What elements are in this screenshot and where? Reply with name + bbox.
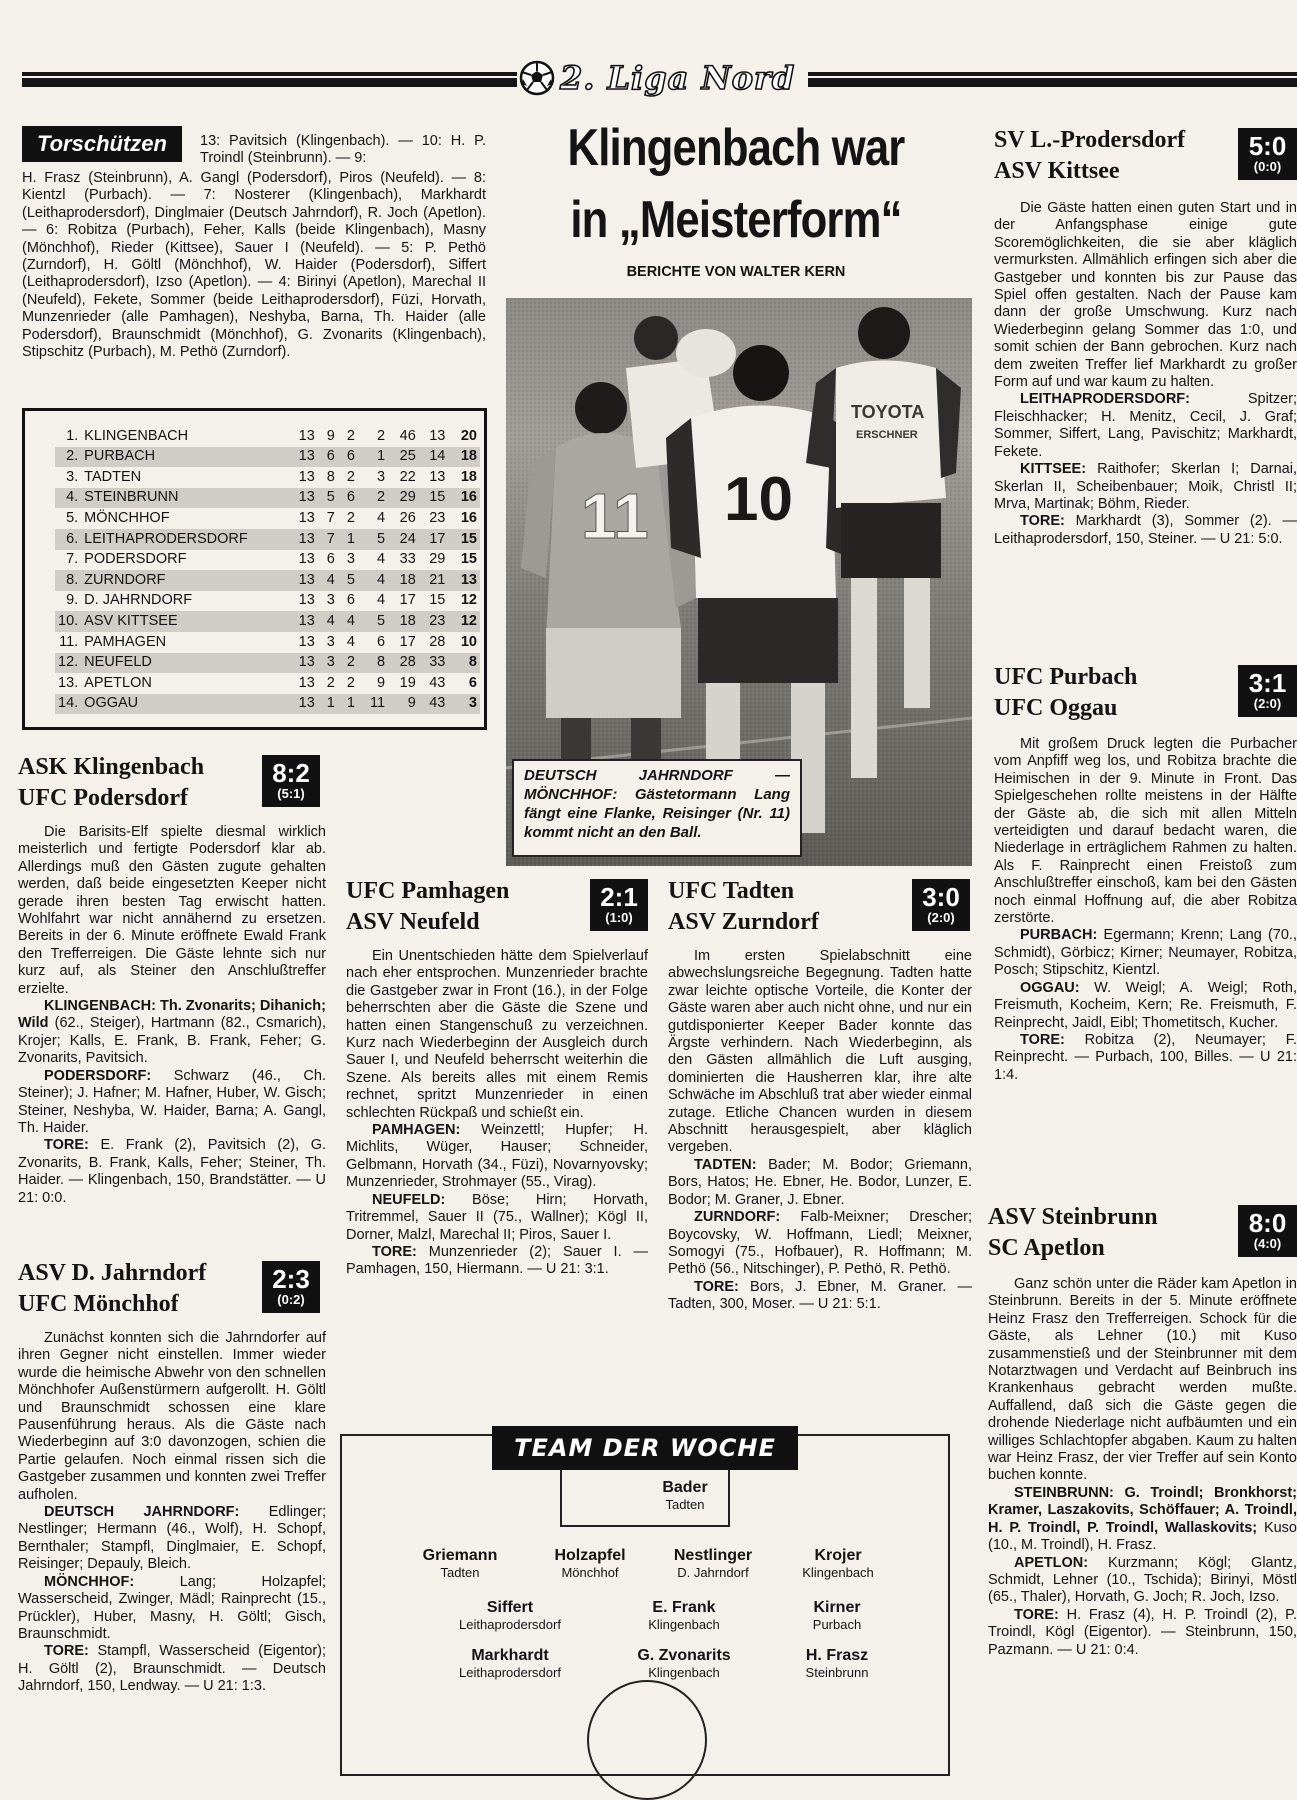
table-cell-l: 8	[376, 654, 386, 671]
table-row	[55, 508, 480, 529]
player-club: Klingenbach	[648, 1665, 720, 1680]
score-badge: 2:1 (1:0)	[590, 879, 648, 931]
table-cell-rank: 8.	[66, 571, 79, 588]
table-cell-d: 2	[346, 509, 355, 526]
table-cell-l: 4	[376, 551, 386, 568]
table-cell-ga: 43	[429, 695, 446, 712]
table-cell-d: 5	[346, 571, 355, 588]
player-club: Leithaprodersdorf	[459, 1665, 561, 1680]
table-cell-ga: 14	[429, 448, 446, 465]
table-row	[55, 653, 480, 674]
team-of-week-title: TEAM DER WOCHE	[492, 1426, 798, 1470]
table-cell-g: 13	[298, 530, 315, 547]
player-name: Nestlinger	[673, 1547, 753, 1564]
table-cell-rank: 4.	[66, 489, 79, 506]
table-cell-rank: 9.	[66, 592, 79, 609]
table-cell-l: 3	[376, 468, 386, 485]
table-cell-l: 2	[376, 489, 386, 506]
headline-line2: in „Meisterform“	[570, 191, 902, 249]
soccer-ball-icon	[519, 60, 555, 96]
table-row	[55, 550, 480, 571]
table-cell-w: 8	[326, 468, 335, 485]
player-club: D. Jahrndorf	[677, 1565, 749, 1580]
table-cell-gf: 18	[399, 571, 416, 588]
player-name: G. Zvonarits	[637, 1647, 731, 1664]
table-cell-d: 4	[346, 612, 355, 629]
table-cell-gf: 22	[399, 468, 416, 485]
player-name: Krojer	[814, 1547, 862, 1564]
table-cell-d: 2	[346, 427, 355, 444]
section-title: 2. Liga Nord	[560, 59, 796, 97]
match-title: ASV D. Jahrndorf UFC Mönchhof	[18, 1260, 207, 1317]
table-cell-d: 3	[346, 551, 355, 568]
table-cell-l: 4	[376, 592, 386, 609]
player-name: Bader	[662, 1479, 708, 1496]
match-report-steinbrunn: Ganz schön unter die Räder kam Apetlon in Steinbrunn. Bereits in der 5. Minute eröffnete Heinz Frasz den Trefferreigen. Schock für die Gäste, als Lehner (10.) mit Kuso zusammenstieß und der Steinbrunner mit dem Notarztwagen und Verdacht auf Beinbruch ins Krankenhaus gebracht werden mußte. Auffallend, daß sich die Gäste gegen die drohende Niederlage nicht aufbäumten und ein williges Schlachtopfer abgaben. Kaum zu halten war Heinz Frasz, der vier Treffer auf sein Konto buchen konnte. STEINBRUNN: G. Troindl; Bronkhorst; Kramer, Laszakovits, Schöffauer; A. Troindl, H. P. Troindl, P. Troindl, Wallaskovits; Kuso (10., M. Troindl), H. Frasz. APETLON: Kurzmann; Kögl; Glantz, Schmidt, Lehner (10., Tschida); Birinyi, Möstl (65., Thaler), Horvath, G. Joch; R. Joch, Izso. TORE: H. Frasz (4), H. P. Troindl (2), P. Troindl, Kögl (Eigentor). — Steinbrunn, 150, Pazmann. — U 21: 0:4.	[988, 1276, 1297, 1658]
table-cell-team: LEITHAPRODERSDORF	[84, 530, 248, 547]
table-cell-ga: 17	[429, 530, 446, 547]
table-cell-d: 1	[346, 530, 355, 547]
table-cell-rank: 13.	[58, 674, 79, 691]
table-row	[55, 426, 480, 447]
table-cell-pts: 10	[460, 633, 477, 650]
match-report-purbach: Mit großem Druck legten die Purbacher vom Anpfiff weg los, und Robitza brachte die Heimischen in der 9. Minute in Front. Das Spielgeschehen rollte meistens in der Hälfte der Gäste ab, die sich mit allen Mitteln verteidigten und darauf bedacht waren, die Niederlage in erträglichem Rahmen zu halten. Als F. Rainprecht einen Freistoß zum Anschlußtreffer einschoß, kam bei den Gästen noch einmal Hoffnung auf, die aber Robitza zerstörte. PURBACH: Egermann; Krenn; Lang (70., Schmidt), Görbicz; Kirner; Neumayer, Robitza, Posch; Stipschitz, Kientzl. OGGAU: W. Weigl; A. Weigl; Roth, Freismuth, Kocheim, Kern; Re. Freismuth, F. Reinprecht, Jaidl, Eibl; Thometitsch, Kucher. TORE: Robitza (2), Neumayer; F. Reinprecht. — Purbach, 100, Billes. — U 21: 1:4.	[994, 736, 1297, 1083]
team-of-week-player	[757, 1646, 917, 1681]
player-club: Leithaprodersdorf	[459, 1617, 561, 1632]
score-badge: 8:0 (4:0)	[1238, 1205, 1297, 1257]
table-cell-w: 4	[326, 612, 335, 629]
table-cell-w: 3	[326, 654, 335, 671]
table-cell-pts: 20	[460, 427, 477, 444]
table-cell-gf: 33	[399, 551, 416, 568]
jersey-11-number: 11	[581, 480, 649, 552]
header-rule-right	[808, 72, 1297, 87]
table-cell-pts: 18	[460, 448, 477, 465]
table-cell-gf: 25	[399, 448, 416, 465]
standings-table	[22, 408, 487, 730]
match-title: ASV Steinbrunn SC Apetlon	[988, 1204, 1158, 1261]
table-cell-team: PAMHAGEN	[84, 633, 167, 650]
table-row	[55, 447, 480, 468]
table-cell-d: 6	[346, 592, 355, 609]
table-cell-l: 5	[376, 612, 386, 629]
match-report-tadten: Im ersten Spielabschnitt eine abwechslungsreiche Begegnung. Tadten hatte zwar leichte optische Vorteile, die Konter der Gäste waren aber auch nicht ohne, und nur ein gutdisponierter Keeper Bader konnte das Ärgste verhindern. Nach Wiederbeginn, als den Gästen allmählich die Luft ausging, dominierten die Hausherren klar, ihre alte Schwäche im Abschluß trat aber wieder einmal zutage. Etliche Chancen wurden in diesem Abschnitt herausgespielt, aber kläglich vergeben. TADTEN: Bader; M. Bodor; Griemann, Bors, Hatos; He. Ebner, He. Bodor, Lunzer, E. Bodor; M. Graner, J. Ebner. ZURNDORF: Falb-Meixner; Drescher; Boycovsky, W. Hoffmann, Liedl; Meixner, Somogyi (75., Hofbauer), R. Hoffmann; M. Pethö (56., Nitschinger), P. Pethö, R. Pethö. TORE: Bors, J. Ebner, M. Graner. — Tadten, 300, Moser. — U 21: 5:1.	[668, 948, 972, 1313]
table-cell-team: PURBACH	[84, 448, 156, 465]
table-cell-pts: 18	[460, 468, 477, 485]
table-cell-pts: 8	[468, 654, 477, 671]
table-cell-rank: 12.	[58, 654, 79, 671]
table-row	[55, 611, 480, 632]
table-cell-ga: 23	[429, 612, 446, 629]
player-name: Kirner	[813, 1599, 861, 1616]
match-title: UFC Tadten ASV Zurndorf	[668, 878, 819, 935]
table-cell-rank: 1.	[66, 427, 79, 444]
table-cell-ga: 15	[429, 489, 446, 506]
table-cell-w: 1	[326, 695, 335, 712]
jersey-10-number: 10	[724, 465, 793, 534]
table-cell-ga: 15	[429, 592, 446, 609]
table-cell-team: TADTEN	[84, 468, 142, 485]
player-name: H. Frasz	[805, 1647, 869, 1664]
table-cell-rank: 11.	[59, 633, 79, 650]
table-cell-gf: 17	[399, 633, 416, 650]
table-cell-w: 3	[326, 633, 335, 650]
player-club: Tadten	[665, 1497, 705, 1512]
table-cell-w: 3	[326, 592, 335, 609]
table-cell-l: 11	[369, 695, 386, 712]
table-cell-g: 13	[298, 654, 315, 671]
table-cell-rank: 2.	[66, 448, 79, 465]
table-cell-l: 1	[376, 448, 386, 465]
table-cell-pts: 15	[460, 530, 477, 547]
table-row	[55, 570, 480, 591]
table-cell-d: 2	[346, 468, 355, 485]
table-cell-g: 13	[298, 674, 315, 691]
table-row	[55, 591, 480, 612]
table-cell-gf: 19	[399, 674, 416, 691]
table-cell-team: D. JAHRNDORF	[84, 592, 193, 609]
match-report-prodersdorf: Die Gäste hatten einen guten Start und in der Anfangsphase einige gute Scoremöglichkeiten, die sie aber kläglich vermurksten. Allmählich erfingen sich aber die Gastgeber und konnten bis zur Pause das Spiel offen gestalten. Nach der Pause kam dann der große Umschwung. Kurz nach Wiederbeginn gelang Sommer das 1:0, und somit schien der Bann gebrochen. Kurz nach dem zweiten Treffer lief Markhardt zu großer Form auf und war kaum zu halten. LEITHAPRODERSDORF: Spitzer; Fleischhacker; H. Menitz, Cecil, J. Graf; Sommer, Siffert, Lang, Pavischitz; Markhardt, Fekete. KITTSEE: Raithofer; Skerlan I; Darnai, Skerlan II, Scheibenbauer; Moik, Christl II; Mrva, Martinak; Böhm, Rieder. TORE: Markhardt (3), Sommer (2). — Leithaprodersdorf, 150, Steiner. — U 21: 5:0.	[994, 200, 1297, 547]
table-cell-w: 4	[326, 571, 335, 588]
table-cell-w: 7	[326, 530, 335, 547]
table-cell-w: 2	[326, 674, 335, 691]
table-cell-ga: 28	[429, 633, 446, 650]
table-cell-ga: 13	[429, 427, 446, 444]
table-cell-team: MÖNCHHOF	[84, 509, 170, 526]
score-badge: 3:1 (2:0)	[1238, 665, 1297, 717]
scorers-first-lines: 13: Pavitsich (Klingenbach). — 10: H. P. Troindl (Steinbrunn). — 9:	[200, 133, 486, 167]
shirt-sponsor-2: ERSCHNER	[856, 429, 918, 441]
photo-caption: DEUTSCH JAHRNDORF — MÖNCHHOF: Gästetormann Lang fängt eine Flanke, Reisinger (Nr. 11) kommt nicht an den Ball.	[512, 759, 802, 857]
table-cell-l: 6	[376, 633, 386, 650]
table-cell-ga: 29	[429, 551, 446, 568]
table-cell-g: 13	[298, 448, 315, 465]
table-cell-team: OGGAU	[84, 695, 139, 712]
team-of-week-box	[340, 1434, 950, 1776]
table-cell-ga: 33	[429, 654, 446, 671]
table-cell-g: 13	[298, 551, 315, 568]
team-of-week-player	[757, 1598, 917, 1633]
table-cell-team: ASV KITTSEE	[84, 612, 178, 629]
table-cell-gf: 18	[399, 612, 416, 629]
table-cell-gf: 17	[399, 592, 416, 609]
team-of-week-player	[758, 1546, 918, 1581]
player-name: Markhardt	[471, 1647, 549, 1664]
match-title: SV L.-Prodersdorf ASV Kittsee	[994, 127, 1186, 184]
table-cell-g: 13	[298, 592, 315, 609]
shirt-sponsor: TOYOTA	[851, 402, 925, 422]
team-of-week-player	[430, 1598, 590, 1633]
table-cell-pts: 15	[460, 551, 477, 568]
table-cell-pts: 13	[460, 571, 477, 588]
table-cell-l: 2	[376, 427, 386, 444]
table-cell-w: 9	[326, 427, 335, 444]
penalty-arc	[587, 1680, 707, 1800]
table-row	[55, 673, 480, 694]
table-cell-w: 7	[326, 509, 335, 526]
table-cell-rank: 3.	[66, 468, 79, 485]
table-cell-gf: 46	[399, 427, 416, 444]
scorers-text: H. Frasz (Steinbrunn), A. Gangl (Podersdorf), Piros (Neufeld). — 8: Kientzl (Purbach). — 7: Nosterer (Klingenbach), Markhardt (Leithaprodersdorf), Dinglmaier (Deutsch Jahrndorf), R. Joch (Apetlon). — 6: Robitza (Purbach), Feher, Kalls (beide Klingenbach), Masny (Mönchhof), Rieder (Kittsee), Sauer I (Neufeld). — 5: P. Pethö (Zurndorf), H. Göltl (Mönchhof), W. Haider (Podersdorf), Siffert (Leithaprodersdorf), Izso (Apetlon). — 4: Birinyi (Apetlon), Marechal II (Neufeld), Fekete, Sommer (beide Leithaprodersdorf), Füzi, Horvath, Munzenrieder (alle Pamhagen), Neshyba, Barna, Th. Haider (alle Podersdorf), Braunschmidt (Mönchhof), G. Zvonarits (Klingenbach), Stipschitz (Purbach), M. Pethö (Zurndorf).	[22, 170, 486, 361]
match-title: ASK Klingenbach UFC Podersdorf	[18, 754, 205, 811]
player-club: Tadten	[440, 1565, 480, 1580]
score-badge: 3:0 (2:0)	[912, 879, 970, 931]
table-cell-g: 13	[298, 612, 315, 629]
table-cell-pts: 6	[468, 674, 477, 691]
player-club: Mönchhof	[561, 1565, 619, 1580]
table-row	[55, 529, 480, 550]
table-cell-d: 4	[346, 633, 355, 650]
table-row	[55, 488, 480, 509]
byline: BERICHTE VON WALTER KERN	[626, 264, 846, 280]
table-cell-d: 6	[346, 489, 355, 506]
match-photo	[506, 298, 972, 866]
table-cell-rank: 6.	[66, 530, 79, 547]
table-cell-w: 6	[326, 551, 335, 568]
table-cell-pts: 16	[460, 509, 477, 526]
table-cell-gf: 9	[407, 695, 416, 712]
player-club: Klingenbach	[648, 1617, 720, 1632]
team-of-week-player	[430, 1646, 590, 1681]
table-cell-d: 1	[346, 695, 355, 712]
player-club: Klingenbach	[802, 1565, 874, 1580]
team-of-week-player	[605, 1478, 765, 1513]
match-report-klingenbach: Die Barisits-Elf spielte diesmal wirklich meisterlich und fertigte Podersdorf klar ab. Allerdings muß den Gästen zugute gehalten werden, daß beide eingesetzten Keeper nicht gerade ihren besten Tag erwischt hatten. Wohlfahrt war nicht annähernd zu ersetzen. Bereits in der 6. Minute eröffnete Ewald Frank den Trefferreigen. Die Gäste lehnte sich nur kurz auf, als Steiner den Anschlußtreffer erzielte. KLINGENBACH: Th. Zvonarits; Dihanich; Wild (62., Steiger), Hartmann (82., Csmarich), Krojer; Kalls, E. Frank, B. Frank, Feher; G. Zvonarits, Pavitsich. PODERSDORF: Schwarz (46., Ch. Steiner); J. Hafner; M. Hafner, Huber, W. Gisch; Steiner, Neshyba, W. Haider, Barna; A. Gangl, Th. Haider. TORE: E. Frank (2), Pavitsich (2), G. Zvonarits, B. Frank, Kalls, Feher; Steiner, Th. Haider. — Klingenbach, 150, Brandstätter. — U 21: 0:0.	[18, 824, 326, 1206]
table-cell-l: 9	[376, 674, 386, 691]
match-report-pamhagen: Ein Unentschieden hätte dem Spielverlauf nach eher entsprochen. Munzenrieder brachte die Gastgeber zwar in Front (16.), in der Folge beherrschten aber die Gäste die Szene und hatten einen Stangenschuß zu verzeichnen. Kurz nach Wiederbeginn der Ausgleich durch Sauer I, und Neufeld beherrscht weiterhin die Szene. Als bereits alles mit einem Remis rechnet, spritzt Munzenrieder in einen schlechten Rückpaß und schießt ein. PAMHAGEN: Weinzettl; Hupfer; H. Michlits, Wüger, Hauser; Schneider, Gelbmann, Horvath (34., Füzi), Novarnyovsky; Munzenrieder, Strohmayer (55., Virag). NEUFELD: Böse; Hirn; Horvath, Tritremmel, Sauer II (75., Wallner); Kögl II, Dorner, Malzl, Marechal II; Piros, Sauer I. TORE: Munzenrieder (2); Sauer I. — Pamhagen, 150, Hiermann. — U 21: 3:1.	[346, 948, 648, 1278]
table-cell-rank: 7.	[66, 551, 79, 568]
table-cell-g: 13	[298, 633, 315, 650]
table-cell-w: 5	[326, 489, 335, 506]
table-cell-gf: 24	[399, 530, 416, 547]
player-name: Griemann	[422, 1547, 498, 1564]
table-cell-l: 5	[376, 530, 386, 547]
score-badge: 8:2 (5:1)	[262, 755, 320, 807]
table-cell-d: 6	[346, 448, 355, 465]
table-cell-pts: 3	[468, 695, 477, 712]
table-row	[55, 632, 480, 653]
table-cell-rank: 10.	[58, 612, 79, 629]
table-cell-g: 13	[298, 695, 315, 712]
table-cell-team: APETLON	[84, 674, 152, 691]
table-cell-team: PODERSDORF	[84, 551, 187, 568]
table-cell-ga: 21	[429, 571, 446, 588]
table-row	[55, 694, 480, 715]
table-cell-gf: 29	[399, 489, 416, 506]
table-cell-rank: 5.	[66, 509, 79, 526]
table-cell-team: STEINBRUNN	[84, 489, 179, 506]
table-cell-g: 13	[298, 468, 315, 485]
player-name: Holzapfel	[554, 1547, 626, 1564]
scorers-label: Torschützen	[22, 126, 182, 162]
table-cell-team: ZURNDORF	[84, 571, 166, 588]
player-club: Steinbrunn	[805, 1665, 869, 1680]
table-cell-w: 6	[326, 448, 335, 465]
score-badge: 2:3 (0:2)	[262, 1261, 320, 1313]
table-cell-ga: 23	[429, 509, 446, 526]
table-cell-g: 13	[298, 509, 315, 526]
table-cell-d: 2	[346, 674, 355, 691]
player-name: Siffert	[486, 1599, 534, 1616]
table-cell-gf: 28	[399, 654, 416, 671]
table-cell-l: 4	[376, 509, 386, 526]
table-cell-d: 2	[346, 654, 355, 671]
headline-line1: Klingenbach war	[567, 119, 905, 177]
table-cell-g: 13	[298, 427, 315, 444]
team-of-week-player	[604, 1598, 764, 1633]
table-cell-pts: 12	[460, 612, 477, 629]
player-name: E. Frank	[652, 1599, 716, 1616]
table-cell-l: 4	[376, 571, 386, 588]
score-badge: 5:0 (0:0)	[1238, 128, 1297, 180]
player-club: Purbach	[812, 1617, 862, 1632]
table-cell-pts: 12	[460, 592, 477, 609]
table-cell-g: 13	[298, 571, 315, 588]
table-cell-g: 13	[298, 489, 315, 506]
table-cell-pts: 16	[460, 489, 477, 506]
table-cell-team: KLINGENBACH	[84, 427, 189, 444]
table-row	[55, 467, 480, 488]
table-cell-gf: 26	[399, 509, 416, 526]
table-cell-ga: 43	[429, 674, 446, 691]
table-cell-rank: 14.	[58, 695, 79, 712]
match-title: UFC Pamhagen ASV Neufeld	[346, 878, 510, 935]
match-report-jahrndorf: Zunächst konnten sich die Jahrndorfer auf ihren Gegner nicht einstellen. Immer wieder wurde die heimische Abwehr von den schnellen Mönchhofer Außenstürmern aufgerollt. H. Göltl und Braunschmidt schossen eine klare Pausenführung heraus. Als die Gäste nach Wiederbeginn auf 3:0 davonzogen, schien die Partie gelaufen. Noch einmal rissen sich die Gastgeber zusammen und konnten zwei Treffer aufholen. DEUTSCH JAHRNDORF: Edlinger; Nestlinger; Hermann (46., Wolf), H. Schopf, Bernthaler; Stampfl, Dinglmaier, E. Schopf, Reisinger; Depauly, Bleich. MÖNCHHOF: Lang; Holzapfel; Wasserscheid, Zwinger, Mädl; Rainprecht (15., Prückler), Huber, Masny, H. Göltl; Gisch, Braunschmidt. TORE: Stampfl, Wasserscheid (Eigentor); H. Göltl (2), Braunschmidt. — Deutsch Jahrndorf, 150, Lendway. — U 21: 1:3.	[18, 1330, 326, 1695]
table-cell-team: NEUFELD	[84, 654, 152, 671]
team-of-week-player	[604, 1646, 764, 1681]
header-rule-left	[22, 72, 517, 87]
match-title: UFC Purbach UFC Oggau	[994, 664, 1138, 721]
table-cell-ga: 13	[429, 468, 446, 485]
